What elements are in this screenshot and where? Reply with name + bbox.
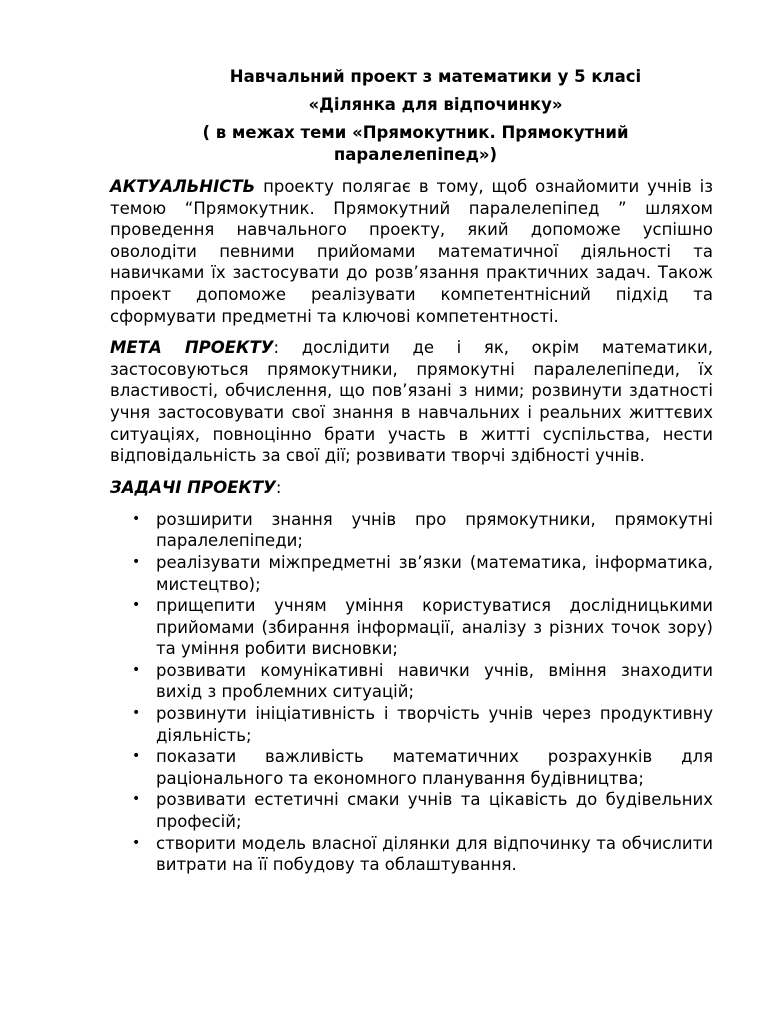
task-text: розвинути ініціативність і творчість учнів через продуктивну діяльність; (156, 704, 713, 745)
bullet-icon: • (132, 748, 141, 765)
task-text: розширити знання учнів про прямокутники, прямокутні паралелепіпеди; (156, 509, 713, 551)
tasks-heading: ЗАДАЧІ ПРОЕКТУ (110, 477, 276, 497)
list-item (110, 552, 713, 595)
task-text: показати важливість математичних розрахунків для раціонального та економного планування будівництва; (156, 747, 713, 788)
list-item (110, 789, 713, 832)
document-title: Навчальний проект з математики у 5 класі (229, 67, 642, 86)
document-page (110, 66, 713, 876)
bullet-icon: • (132, 553, 141, 570)
bullet-icon: • (132, 791, 141, 808)
list-item (110, 833, 713, 876)
task-text: створити модель власної ділянки для відпочинку та обчислити витрати на її побудову та облаштування. (156, 833, 713, 875)
list-item (110, 703, 713, 746)
tasks-list (110, 509, 713, 876)
relevance-text: проекту полягає в тому, щоб ознайомити учнів із темою “Прямокутник. Прямокутний паралелепіпед ” шляхом проведення навчального проекту, який допоможе успішно оволодіти певними прийомами математичної діяльності та навичками їх застосувати до розв’язання практичних задач. Також проект допоможе реалізувати компетентнісний підхід та сформувати предметні та ключові компетентності. (110, 177, 713, 326)
list-item (110, 595, 713, 660)
bullet-icon: • (132, 661, 141, 678)
list-item (110, 746, 713, 789)
topic-subtitle: ( в межах теми «Прямокутник. Прямокутний паралелепіпед») (202, 123, 629, 164)
relevance-paragraph (110, 176, 713, 327)
task-text: реалізувати міжпредметні зв’язки (математика, інформатика, мистецтво); (156, 552, 713, 594)
goal-text: : дослідити де і як, окрім математики, застосовуються прямокутники, прямокутні паралелепіпеди, їх властивості, обчислення, що пов’язані з ними; розвинути здатності учня застосовувати свої знання в навчальних і реальних життєвих ситуаціях, повноцінно брати участь в житті суспільства, нести відповідальність за свої дії; розвивати творчі здібності учнів. (110, 338, 714, 466)
project-name: «Ділянка для відпочинку» (308, 95, 563, 114)
goal-heading: МЕТА ПРОЕКТУ (110, 338, 274, 358)
task-text: прищепити учням уміння користуватися дослідницькими прийомами (збирання інформації, аналізу з різних точок зору) та уміння робити висновки; (156, 596, 713, 659)
tasks-heading-colon: : (275, 477, 282, 497)
tasks-heading-line (110, 477, 713, 499)
bullet-icon: • (132, 597, 141, 614)
bullet-icon: • (132, 510, 141, 527)
bullet-icon: • (132, 705, 141, 722)
list-item (110, 660, 713, 703)
list-item (110, 509, 713, 552)
goal-paragraph (110, 337, 713, 467)
task-text: розвивати комунікативні навички учнів, вміння знаходити вихід з проблемних ситуацій; (156, 660, 713, 702)
task-text: розвивати естетичні смаки учнів та цікавість до будівельних професій; (156, 790, 713, 832)
bullet-icon: • (132, 834, 141, 851)
relevance-heading: АКТУАЛЬНІСТЬ (110, 177, 256, 196)
